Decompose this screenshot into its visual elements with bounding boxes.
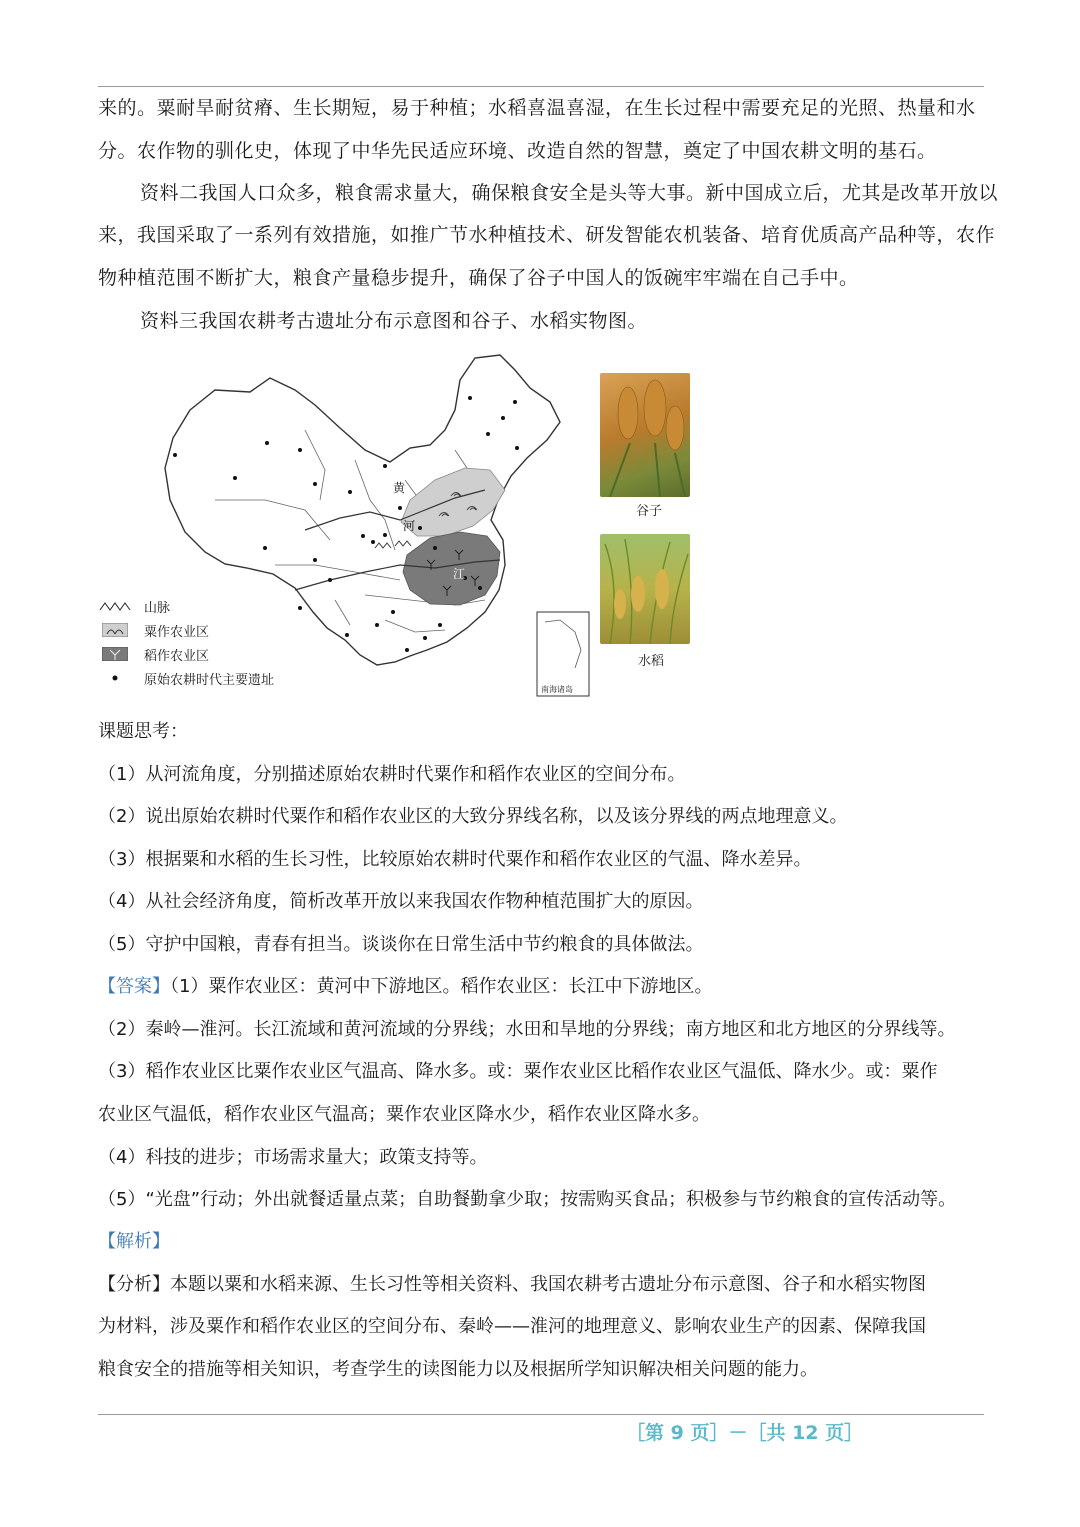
page-number-footer: ［第 9 页］－［共 12 页］ (626, 1422, 864, 1444)
top-rule (98, 86, 984, 87)
yangtze-river-label: 江 (453, 567, 466, 581)
question-4: （4）从社会经济角度，简析改革开放以来我国农作物种植范围扩大的原因。 (98, 891, 704, 912)
analysis-tag: 【解析】 (98, 1231, 170, 1252)
passage-line-3: 资料二我国人口众多，粮食需求量大，确保粮食安全是头等大事。新中国成立后，尤其是改革开放以 (140, 182, 999, 204)
passage-line-6: 资料三我国农耕考古遗址分布示意图和谷子、水稻实物图。 (140, 310, 648, 332)
rice-zone-icon (98, 647, 132, 661)
china-agriculture-map (155, 350, 595, 700)
legend-mountain-label: 山脉 (144, 600, 171, 616)
question-2: （2）说出原始农耕时代粟作和稻作农业区的大致分界线名称，以及该分界线的两点地理意义。 (98, 806, 848, 827)
question-5: （5）守护中国粮，青春有担当。谈谈你在日常生活中节约粮食的具体做法。 (98, 934, 704, 955)
legend-millet-label: 粟作农业区 (144, 624, 210, 640)
legend-millet (98, 621, 209, 639)
south-china-sea-inset (537, 612, 589, 696)
legend-site (98, 669, 274, 687)
millet-caption: 谷子 (636, 504, 663, 519)
passage-line-5: 物种植范围不断扩大，粮食产量稳步提升，确保了谷子中国人的饭碗牢牢端在自己手中。 (98, 267, 859, 289)
rice-caption: 水稻 (638, 654, 665, 669)
legend-rice (98, 645, 209, 663)
inset-label: 南海诸岛 (541, 685, 573, 694)
answer-1: （1）粟作农业区：黄河中下游地区。稻作农业区：长江中下游地区。 (170, 976, 713, 997)
site-dot-icon (98, 671, 132, 685)
answer-3-part-2: 农业区气温低，稻作农业区气温高；粟作农业区降水少，稻作农业区降水多。 (98, 1104, 710, 1125)
questions-title: 课题思考： (98, 721, 188, 742)
china-outline (165, 355, 560, 665)
legend-mountain (98, 597, 170, 615)
analysis-line-2: 为材料，涉及粟作和稻作农业区的空间分布、秦岭——淮河的地理意义、影响农业生产的因素、保障我国 (98, 1316, 926, 1337)
millet-photo (600, 373, 690, 497)
yellow-river-label-1: 黄 (393, 481, 406, 495)
legend-site-label: 原始农耕时代主要遗址 (144, 672, 275, 688)
passage-line-4: 来，我国采取了一系列有效措施，如推广节水种植技术、研发智能农机装备、培育优质高产品种等，农作 (98, 224, 996, 246)
question-1: （1）从河流角度，分别描述原始农耕时代粟作和稻作农业区的空间分布。 (98, 764, 686, 785)
yellow-river-label-2: 河 (403, 519, 416, 533)
answer-2: （2）秦岭—淮河。长江流域和黄河流域的分界线；水田和旱地的分界线；南方地区和北方地区的分界线等。 (98, 1019, 956, 1040)
answer-4: （4）科技的进步；市场需求量大；政策支持等。 (98, 1147, 488, 1168)
answer-5: （5）“光盘”行动；外出就餐适量点菜；自助餐勤拿少取；按需购买食品；积极参与节约粮食的宣传活动等。 (98, 1189, 957, 1210)
question-3: （3）根据粟和水稻的生长习性，比较原始农耕时代粟作和稻作农业区的气温、降水差异。 (98, 849, 812, 870)
answer-3-part-1: （3）稻作农业区比粟作农业区气温高、降水多。或：粟作农业区比稻作农业区气温低、降水少。或：粟作 (98, 1061, 938, 1082)
answer-tag: 【答案】 (98, 976, 170, 997)
analysis-line-1: 【分析】本题以粟和水稻来源、生长习性等相关资料、我国农耕考古遗址分布示意图、谷子和水稻实物图 (98, 1274, 926, 1295)
answer-line-1 (98, 974, 712, 1000)
rice-photo (600, 534, 690, 644)
analysis-line-3: 粮食安全的措施等相关知识，考查学生的读图能力以及根据所学知识解决相关问题的能力。 (98, 1359, 818, 1380)
passage-line-2: 分。农作物的驯化史，体现了中华先民适应环境、改造自然的智慧，奠定了中国农耕文明的基石。 (98, 140, 937, 162)
passage-line-1: 来的。粟耐旱耐贫瘠、生长期短，易于种植；水稻喜温喜湿，在生长过程中需要充足的光照、热量和水 (98, 97, 976, 119)
mountain-icon (98, 599, 132, 613)
legend-rice-label: 稻作农业区 (144, 648, 210, 664)
millet-zone-icon (98, 623, 132, 637)
bottom-rule (98, 1414, 984, 1415)
